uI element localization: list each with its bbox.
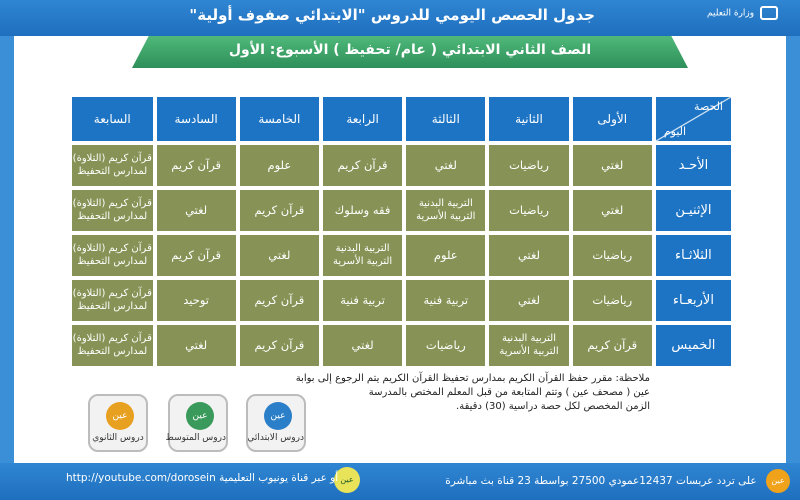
ein-logo-icon: عين [186, 402, 214, 430]
day-label: الإثنيـن [656, 190, 731, 231]
day-label: الأحـد [656, 145, 731, 186]
subject-cell [72, 325, 153, 366]
badge-intermediate[interactable] [165, 394, 228, 452]
ein-logo-icon: عين [334, 467, 360, 493]
subject-line: قرآن كريم (التلاوة) [72, 198, 152, 209]
ein-channel-logo-icon: عين [766, 469, 790, 493]
period-axis-label: الحصة [694, 100, 723, 113]
subject-line: لمدارس التحفيظ [77, 165, 148, 177]
badge-secondary[interactable] [88, 394, 148, 452]
day-axis-label: اليوم [663, 125, 687, 138]
subject-cell: رياضيات [489, 190, 568, 231]
subject-cell [72, 235, 153, 276]
subject-cell: قرآن كريم [573, 325, 652, 366]
subject-cell: رياضيات [573, 235, 652, 276]
period-header: السادسة [157, 97, 236, 141]
subject-cell: توحيد [157, 280, 236, 321]
ministry-name: وزارة التعليم [707, 8, 755, 19]
period-header: الأولى [573, 97, 652, 141]
period-header: الرابعة [323, 97, 402, 141]
subject-cell: رياضيات [489, 145, 568, 186]
period-header: السابعة [72, 97, 153, 141]
badge-label: دروس الابتدائي [247, 433, 304, 443]
header-row [72, 97, 731, 141]
day-label: الأربعـاء [656, 280, 731, 321]
subject-line: التربية الأسرية [499, 345, 559, 357]
subject-cell: قرآن كريم [323, 145, 402, 186]
badge-label: دروس الثانوي [92, 433, 144, 443]
subject-cell: قرآن كريم [240, 280, 319, 321]
period-header: الثالثة [406, 97, 485, 141]
timetable-body [72, 97, 731, 366]
subject-cell: رياضيات [573, 280, 652, 321]
note-line: ملاحظة: مقرر حفظ القرآن الكريم بمدارس تحفيظ القرآن الكريم يتم الرجوع إلى بوابة [295, 373, 650, 384]
subject-line: التربية البدنية [335, 243, 390, 254]
subject-cell: لغتي [240, 235, 319, 276]
subject-line: لمدارس التحفيظ [77, 345, 148, 357]
day-row [72, 235, 731, 276]
subject-line: قرآن كريم (التلاوة) [72, 333, 152, 344]
subject-line: لمدارس التحفيظ [77, 300, 148, 312]
note-line: عين ( مصحف عين ) وتتم المتابعة من قبل المعلم المختص بالمدرسة [368, 387, 650, 398]
page-title: جدول الحصص اليومي للدروس "الابتدائي صفوف أولية" [189, 6, 595, 24]
broadcast-info [445, 469, 790, 493]
subject-cell: قرآن كريم [240, 190, 319, 231]
subject-cell: لغتي [323, 325, 402, 366]
ein-logo-icon: عين [264, 402, 292, 430]
day-row [72, 145, 731, 186]
day-row [72, 190, 731, 231]
day-row [72, 325, 731, 366]
timetable [68, 93, 735, 370]
period-header: الخامسة [240, 97, 319, 141]
subject-cell [323, 235, 402, 276]
day-label: الخميس [656, 325, 731, 366]
ministry-logo [706, 6, 778, 32]
subject-line: التربية الأسرية [416, 210, 476, 222]
subject-line: قرآن كريم (التلاوة) [72, 288, 152, 299]
badge-label: دروس المتوسط [165, 433, 226, 443]
subject-cell: تربية فنية [323, 280, 402, 321]
subject-line: لمدارس التحفيظ [77, 255, 148, 267]
subject-cell: قرآن كريم [157, 235, 236, 276]
subject-line: التربية البدنية [502, 333, 556, 344]
subject-cell: علوم [406, 235, 485, 276]
subject-cell: لغتي [573, 190, 652, 231]
note-line: الزمن المخصص لكل حصة دراسية (30) دقيقة. [456, 401, 650, 412]
subject-cell: لغتي [406, 145, 485, 186]
subject-cell: لغتي [157, 190, 236, 231]
youtube-link[interactable]: http://youtube.com/dorosein أو عبر قناة يونيوب التعليمية [66, 472, 339, 484]
ein-logo-icon: عين [106, 402, 134, 430]
subject-cell: لغتي [157, 325, 236, 366]
corner-cell [656, 97, 731, 141]
subject-cell [72, 190, 153, 231]
subject-line: قرآن كريم (التلاوة) [72, 243, 152, 254]
subject-cell: قرآن كريم [240, 325, 319, 366]
subject-cell [489, 325, 568, 366]
subject-cell: لغتي [489, 235, 568, 276]
grade-subtitle: الصف الثاني الابتدائي ( عام/ تحفيظ ) الأسبوع: الأول [228, 42, 592, 58]
subject-cell: فقه وسلوك [323, 190, 402, 231]
badge-primary[interactable] [246, 394, 306, 452]
subject-cell [72, 145, 153, 186]
subject-line: التربية الأسرية [332, 255, 393, 267]
subject-cell: رياضيات [406, 325, 485, 366]
subject-line: لمدارس التحفيظ [77, 210, 148, 222]
ministry-logo-icon [760, 6, 778, 20]
subject-cell: تربية فنية [406, 280, 485, 321]
subject-cell [72, 280, 153, 321]
subject-cell [406, 190, 485, 231]
subject-line: قرآن كريم (التلاوة) [72, 153, 152, 164]
broadcast-text: على تردد عربسات 12437عمودي 27500 بواسطة 23 قناة بث مباشرة [445, 475, 757, 487]
subject-cell: قرآن كريم [157, 145, 236, 186]
day-label: الثلاثـاء [656, 235, 731, 276]
subject-cell: لغتي [489, 280, 568, 321]
subject-cell: لغتي [573, 145, 652, 186]
subject-line: التربية البدنية [418, 198, 473, 209]
day-row [72, 280, 731, 321]
subject-cell: علوم [240, 145, 319, 186]
period-header: الثانية [489, 97, 568, 141]
